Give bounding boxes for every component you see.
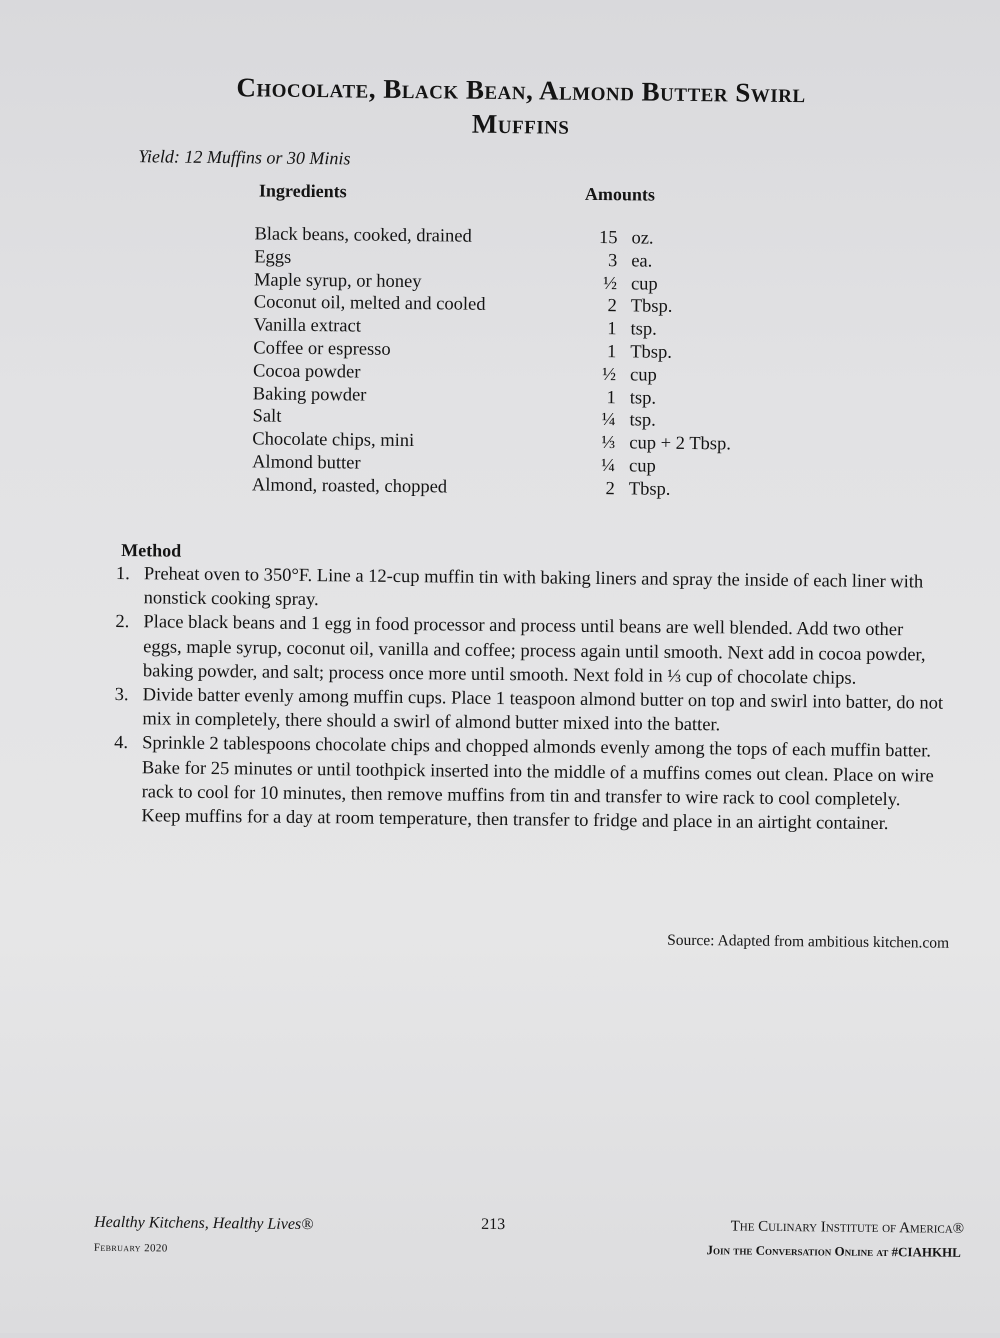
ingredient-unit: oz.: [631, 228, 654, 249]
method-step: [116, 562, 946, 619]
footer-tagline: Join the Conversation Online at #CIAHKHL: [706, 1242, 961, 1260]
recipe-title: [126, 69, 917, 145]
amounts-header: Amounts: [584, 183, 656, 205]
ingredient-name: Vanilla extract: [253, 315, 362, 337]
ingredient-name: Cocoa powder: [252, 361, 361, 383]
step-text: Sprinkle 2 tablespoons chocolate chips and chopped almonds evenly among the tops of each muffin batter. Bake for 25 minutes or until toothpick inserted into the middle of a muffins comes out clean. Place on wire rack to cool for 10 minutes, then remove muffins from tin and transfer to wire rack to cool completely. Keep muffins for a day at room temperature, then transfer to fridge and place in an airtight container.: [141, 733, 934, 835]
ingredient-unit: cup: [630, 273, 658, 295]
step-text: Place black beans and 1 egg in food processor and process until beans are well blended. Add two other eggs, maple syrup, coconut oil, vanilla and coffee; process again until smooth. Next add in cocoa powder, baking powder, and salt; process once more until smooth. Next fold in ⅓ cup of chocolate chips.: [142, 612, 926, 689]
ingredient-unit: tsp.: [629, 410, 656, 431]
ingredient-qty: 2: [605, 478, 615, 499]
ingredient-unit: tsp.: [630, 319, 657, 340]
ingredient-unit: Tbsp.: [628, 479, 671, 500]
ingredient-unit: tsp.: [629, 387, 657, 409]
ingredient-name: Chocolate chips, mini: [252, 429, 415, 452]
title-line-2: Muffins: [471, 108, 570, 140]
ingredient-name: Black beans, cooked, drained: [254, 224, 472, 247]
method-step: [115, 610, 946, 691]
method-step: [114, 683, 944, 740]
ingredient-qty: ¼: [601, 456, 616, 477]
ingredient-name: Almond, roasted, chopped: [251, 475, 448, 498]
footer-org: The Culinary Institute of America®: [730, 1218, 965, 1237]
page-number: 213: [481, 1215, 506, 1234]
title-line-1: Chocolate, Black Bean, Almond Butter Swirl: [236, 72, 806, 109]
step-number: 3.: [114, 684, 129, 706]
ingredient-row: [252, 474, 772, 502]
ingredient-qty: ⅓: [601, 433, 616, 454]
footer-publication: Healthy Kitchens, Healthy Lives®: [94, 1213, 314, 1234]
step-text: Preheat oven to 350°F. Line a 12-cup muffin tin with baking liners and spray the inside of each liner with nonstick cooking spray.: [143, 564, 924, 611]
ingredient-qty: 1: [607, 319, 617, 340]
step-number: 4.: [114, 733, 129, 754]
ingredient-name: Coconut oil, melted and cooled: [253, 292, 486, 316]
ingredients-header: Ingredients: [258, 180, 347, 202]
ingredient-qty: 1: [606, 342, 617, 363]
ingredient-name: Coffee or espresso: [253, 338, 391, 360]
ingredient-qty: ½: [603, 273, 618, 294]
method-step: [113, 731, 944, 836]
ingredient-qty: 2: [607, 296, 617, 317]
ingredients-table: [252, 223, 775, 502]
ingredient-unit: ea.: [631, 251, 653, 272]
ingredient-qty: 1: [606, 387, 616, 408]
step-text: Divide batter evenly among muffin cups. Place 1 teaspoon almond butter on top and swirl into batter, do not mix in completely, there should a swirl of almond butter mixed into the batter.: [142, 685, 944, 736]
ingredient-unit: cup: [629, 365, 657, 386]
ingredient-name: Baking powder: [252, 383, 367, 406]
ingredient-qty: 3: [607, 250, 618, 272]
step-number: 1.: [115, 563, 130, 585]
method-heading: Method: [121, 540, 182, 561]
ingredient-name: Maple syrup, or honey: [253, 269, 422, 292]
ingredient-qty: ¼: [601, 410, 616, 431]
ingredient-qty: 15: [598, 228, 618, 249]
ingredient-unit: Tbsp.: [630, 296, 673, 318]
yield-text: Yield: 12 Muffins or 30 Minis: [138, 146, 351, 169]
step-number: 2.: [115, 612, 130, 633]
method-steps: [113, 562, 946, 837]
footer-date: February 2020: [93, 1241, 168, 1255]
source-credit: Source: Adapted from ambitious kitchen.com: [667, 931, 950, 952]
ingredient-qty: ½: [602, 364, 617, 385]
ingredient-name: Eggs: [254, 247, 292, 268]
ingredient-name: Salt: [252, 406, 282, 428]
ingredient-unit: cup + 2 Tbsp.: [629, 433, 732, 455]
ingredient-unit: cup: [628, 456, 656, 477]
ingredient-unit: Tbsp.: [630, 342, 673, 363]
ingredient-name: Almond butter: [252, 452, 361, 474]
